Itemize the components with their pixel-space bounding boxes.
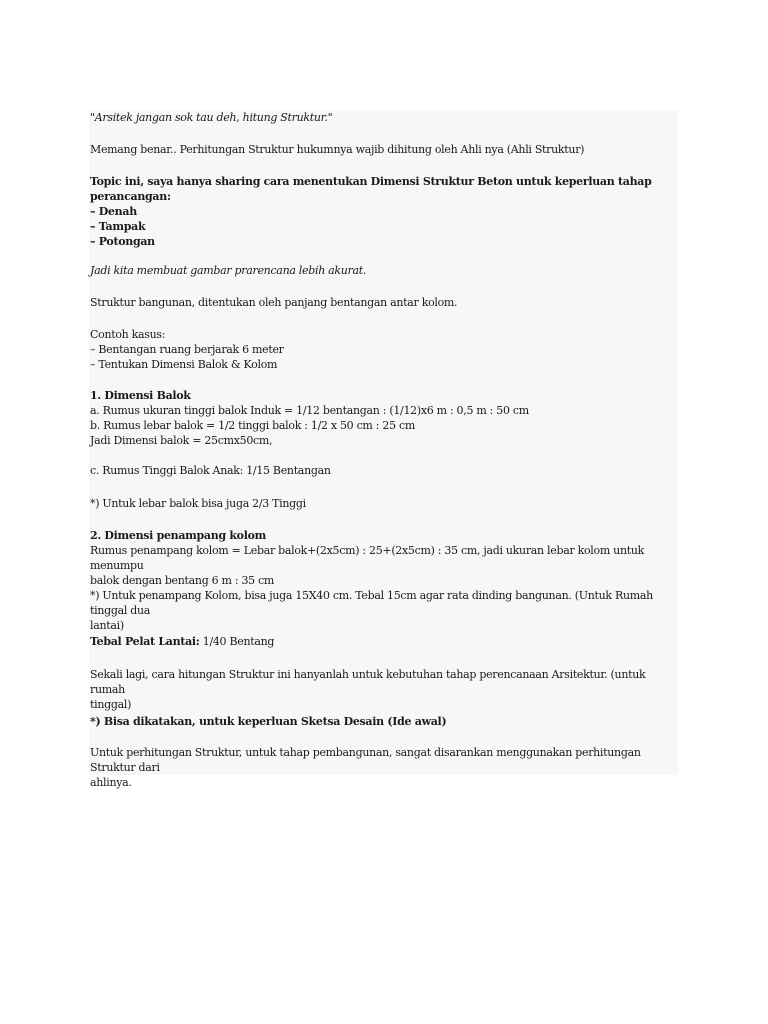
final-paragraph (90, 745, 678, 790)
intro-paragraph: Memang benar.. Perhitungan Struktur hukumnya wajib dihitung oleh Ahli nya (Ahli Struktur) (90, 143, 585, 156)
balok-note: *) Untuk lebar balok bisa juga 2/3 Tinggi (90, 497, 306, 510)
closing-line-1: Sekali lagi, cara hitungan Struktur ini hanyanlah untuk kebutuhan tahap perencanaan Arsitektur. (untuk rumah (90, 668, 646, 696)
article-body (89, 110, 678, 789)
balok-heading: 1. Dimensi Balok (90, 389, 191, 402)
quote-line: "Arsitek jangan sok tau deh, hitung Struktur." (90, 111, 333, 124)
kolom-line-2: balok dengan bentang 6 m : 35 cm (90, 574, 275, 587)
kolom-note-line-2: lantai) (90, 619, 124, 632)
topic-paragraph (90, 174, 678, 249)
case-paragraph (90, 327, 678, 372)
kolom-note-line-1: *) Untuk penampang Kolom, bisa juga 15X40 cm. Tebal 15cm agar rata dinding bangunan. (Untuk Rumah tinggal dua (90, 589, 653, 617)
kolom-heading: 2. Dimensi penampang kolom (90, 529, 266, 542)
pelat-label: Tebal Pelat Lantai: (90, 635, 200, 648)
sketch-note: *) Bisa dikatakan, untuk keperluan Sketsa Desain (Ide awal) (90, 715, 447, 728)
topic-heading: Topic ini, saya hanya sharing cara menentukan Dimensi Struktur Beton untuk keperluan tahap perancangan: (90, 175, 652, 203)
case-label: Contoh kasus: (90, 328, 166, 341)
case-item-task: – Tentukan Dimensi Balok & Kolom (90, 358, 278, 371)
pelat-value: 1/40 Bentang (199, 635, 275, 648)
balok-line-dimensi: Jadi Dimensi balok = 25cmx50cm, (90, 434, 273, 447)
balok-line-lebar: b. Rumus lebar balok = 1/2 tinggi balok : 1/2 x 50 cm : 25 cm (90, 419, 415, 432)
topic-item-tampak: – Tampak (90, 220, 146, 233)
topic-item-potongan: – Potongan (90, 235, 155, 248)
kolom-section (90, 528, 678, 588)
kolom-line-1: Rumus penampang kolom = Lebar balok+(2x5cm) : 25+(2x5cm) : 35 cm, jadi ukuran lebar kolom untuk menumpu (90, 544, 645, 572)
balok-line-tinggi: a. Rumus ukuran tinggi balok Induk = 1/12 bentangan : (1/12)x6 m : 0,5 m : 50 cm (90, 404, 529, 417)
final-line-1: Untuk perhitungan Struktur, untuk tahap pembangunan, sangat disarankan menggunakan perhitungan Struktur dari (90, 746, 641, 774)
final-line-2: ahlinya. (90, 776, 132, 789)
balok-section (90, 388, 678, 448)
pelat-paragraph (90, 634, 678, 649)
purpose-paragraph: Jadi kita membuat gambar prarencana lebih akurat. (90, 264, 367, 277)
kolom-note (90, 588, 678, 633)
closing-paragraph (90, 667, 678, 712)
case-item-span: – Bentangan ruang berjarak 6 meter (90, 343, 284, 356)
structure-note: Struktur bangunan, ditentukan oleh panjang bentangan antar kolom. (90, 296, 458, 309)
closing-line-2: tinggal) (90, 698, 132, 711)
balok-anak-paragraph: c. Rumus Tinggi Balok Anak: 1/15 Bentangan (90, 464, 331, 477)
topic-item-denah: – Denah (90, 205, 137, 218)
